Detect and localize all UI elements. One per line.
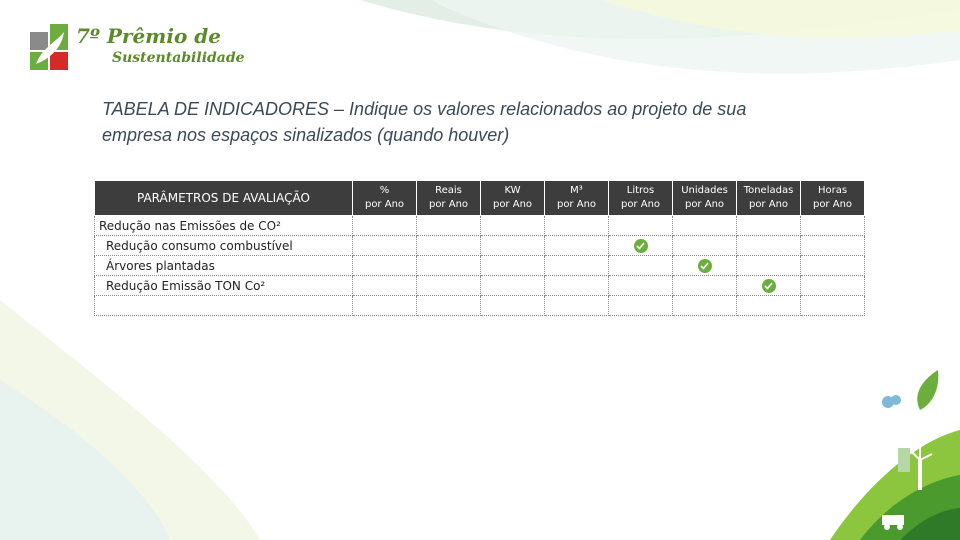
value-cell[interactable] bbox=[737, 296, 801, 316]
table-row bbox=[95, 256, 865, 276]
param-header: PARÂMETROS DE AVALIAÇÃO bbox=[95, 181, 353, 216]
table-row bbox=[95, 276, 865, 296]
value-cell[interactable] bbox=[609, 216, 673, 236]
check-icon bbox=[634, 239, 648, 253]
eco-city-illustration bbox=[770, 370, 960, 540]
value-cell[interactable] bbox=[673, 236, 737, 256]
value-cell[interactable] bbox=[673, 296, 737, 316]
value-cell[interactable] bbox=[481, 236, 545, 256]
event-logo bbox=[30, 22, 245, 76]
unit-header-horas: Horas por Ano bbox=[801, 181, 865, 216]
row-label: Redução consumo combustível bbox=[95, 236, 353, 256]
value-cell[interactable] bbox=[353, 276, 417, 296]
value-cell[interactable] bbox=[481, 256, 545, 276]
unit-header-m3: M³ por Ano bbox=[545, 181, 609, 216]
value-cell[interactable] bbox=[673, 276, 737, 296]
value-cell[interactable] bbox=[737, 256, 801, 276]
value-cell[interactable] bbox=[673, 256, 737, 276]
table-header-row bbox=[95, 181, 865, 216]
value-cell[interactable] bbox=[609, 276, 673, 296]
row-label: Redução nas Emissões de CO² bbox=[95, 216, 353, 236]
value-cell[interactable] bbox=[417, 276, 481, 296]
value-cell[interactable] bbox=[673, 216, 737, 236]
value-cell[interactable] bbox=[609, 296, 673, 316]
unit-header-percent: % por Ano bbox=[353, 181, 417, 216]
unit-header-unidades: Unidades por Ano bbox=[673, 181, 737, 216]
value-cell[interactable] bbox=[801, 276, 865, 296]
heading-line-2: empresa nos espaços sinalizados (quando houver) bbox=[102, 125, 510, 145]
unit-header-kw: KW por Ano bbox=[481, 181, 545, 216]
value-cell[interactable] bbox=[353, 256, 417, 276]
value-cell[interactable] bbox=[737, 216, 801, 236]
indicators-table bbox=[94, 180, 865, 316]
unit-header-litros: Litros por Ano bbox=[609, 181, 673, 216]
value-cell[interactable] bbox=[609, 236, 673, 256]
value-cell[interactable] bbox=[545, 296, 609, 316]
check-icon bbox=[762, 279, 776, 293]
logo-mark-icon bbox=[30, 24, 70, 72]
heading-line-1: TABELA DE INDICADORES – Indique os valores relacionados ao projeto de sua bbox=[102, 99, 747, 119]
logo-subtitle: Sustentabilidade bbox=[112, 50, 245, 66]
table-row bbox=[95, 236, 865, 256]
value-cell[interactable] bbox=[801, 216, 865, 236]
value-cell[interactable] bbox=[545, 256, 609, 276]
table-row bbox=[95, 216, 865, 236]
unit-header-reais: Reais por Ano bbox=[417, 181, 481, 216]
value-cell[interactable] bbox=[417, 256, 481, 276]
value-cell[interactable] bbox=[801, 256, 865, 276]
value-cell[interactable] bbox=[353, 236, 417, 256]
value-cell[interactable] bbox=[801, 236, 865, 256]
unit-header-toneladas: Toneladas por Ano bbox=[737, 181, 801, 216]
value-cell[interactable] bbox=[545, 236, 609, 256]
table-row bbox=[95, 296, 865, 316]
page-heading bbox=[102, 96, 882, 148]
row-label: Redução Emissão TON Co² bbox=[95, 276, 353, 296]
value-cell[interactable] bbox=[417, 236, 481, 256]
row-label bbox=[95, 296, 353, 316]
value-cell[interactable] bbox=[545, 216, 609, 236]
value-cell[interactable] bbox=[353, 296, 417, 316]
logo-title: 7º Prêmio de bbox=[76, 24, 221, 48]
value-cell[interactable] bbox=[737, 276, 801, 296]
value-cell[interactable] bbox=[417, 216, 481, 236]
value-cell[interactable] bbox=[481, 296, 545, 316]
value-cell[interactable] bbox=[545, 276, 609, 296]
row-label: Árvores plantadas bbox=[95, 256, 353, 276]
value-cell[interactable] bbox=[609, 256, 673, 276]
value-cell[interactable] bbox=[801, 296, 865, 316]
value-cell[interactable] bbox=[481, 276, 545, 296]
value-cell[interactable] bbox=[737, 236, 801, 256]
check-icon bbox=[698, 259, 712, 273]
value-cell[interactable] bbox=[417, 296, 481, 316]
value-cell[interactable] bbox=[353, 216, 417, 236]
value-cell[interactable] bbox=[481, 216, 545, 236]
